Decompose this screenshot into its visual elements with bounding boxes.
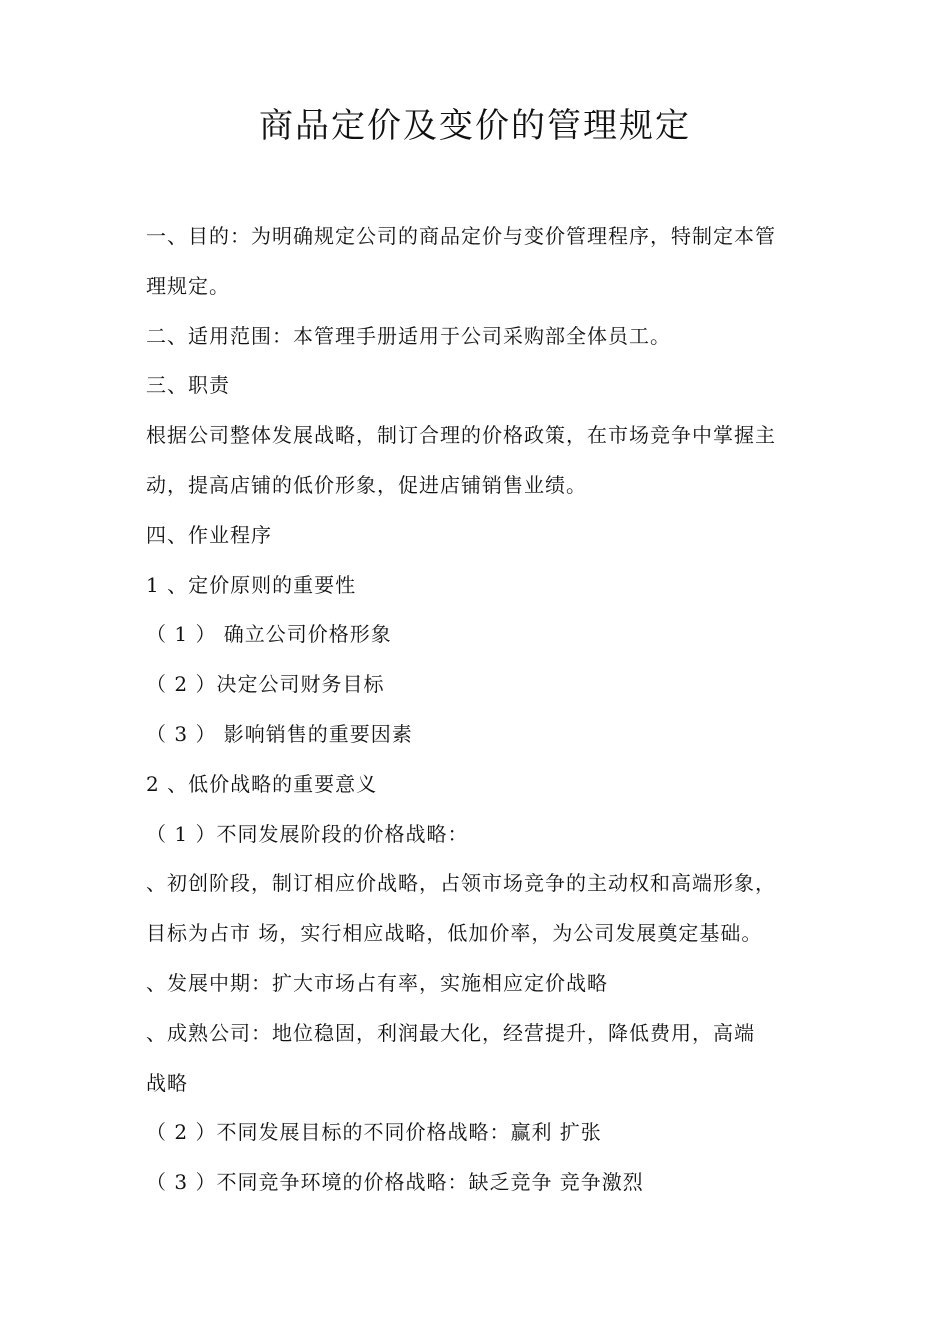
subsection-heading: 2 、低价战略的重要意义: [146, 771, 378, 796]
paragraph-line: 、初创阶段，制订相应价战略，占领市场竞争的主动权和高端形象，: [146, 871, 776, 896]
paragraph-line: 二、适用范围：本管理手册适用于公司采购部全体员工。: [146, 323, 671, 348]
list-item: （ 2 ）决定公司财务目标: [146, 672, 385, 697]
paragraph-line: 、发展中期：扩大市场占有率，实施相应定价战略: [146, 970, 608, 995]
paragraph-line: 理规定。: [146, 273, 230, 298]
list-item: （ 1 ）不同发展阶段的价格战略：: [146, 821, 469, 846]
section-heading: 三、职责: [146, 373, 230, 398]
list-item: （ 3 ）不同竞争环境的价格战略：缺乏竞争 竞争激烈: [146, 1170, 644, 1195]
list-item: （ 2 ）不同发展目标的不同价格战略：赢利 扩张: [146, 1120, 602, 1145]
paragraph-line: 目标为占市 场，实行相应战略，低加价率，为公司发展奠定基础。: [146, 921, 763, 946]
list-item: （ 3 ） 影响销售的重要因素: [146, 721, 413, 746]
paragraph-line: 一、目的：为明确规定公司的商品定价与变价管理程序，特制定本管: [146, 224, 776, 248]
list-item: （ 1 ） 确立公司价格形象: [146, 622, 392, 647]
section-heading: 四、作业程序: [146, 522, 272, 547]
paragraph-line: 动，提高店铺的低价形象，促进店铺销售业绩。: [146, 472, 587, 497]
paragraph-line: 战略: [146, 1070, 188, 1095]
paragraph-line: 根据公司整体发展战略，制订合理的价格政策，在市场竞争中掌握主: [146, 423, 776, 448]
paragraph-line: 、成熟公司：地位稳固，利润最大化，经营提升，降低费用，高端: [146, 1020, 755, 1045]
document-title: 商品定价及变价的管理规定: [259, 106, 691, 146]
subsection-heading: 1 、定价原则的重要性: [146, 572, 357, 597]
document-body: [146, 212, 811, 1208]
